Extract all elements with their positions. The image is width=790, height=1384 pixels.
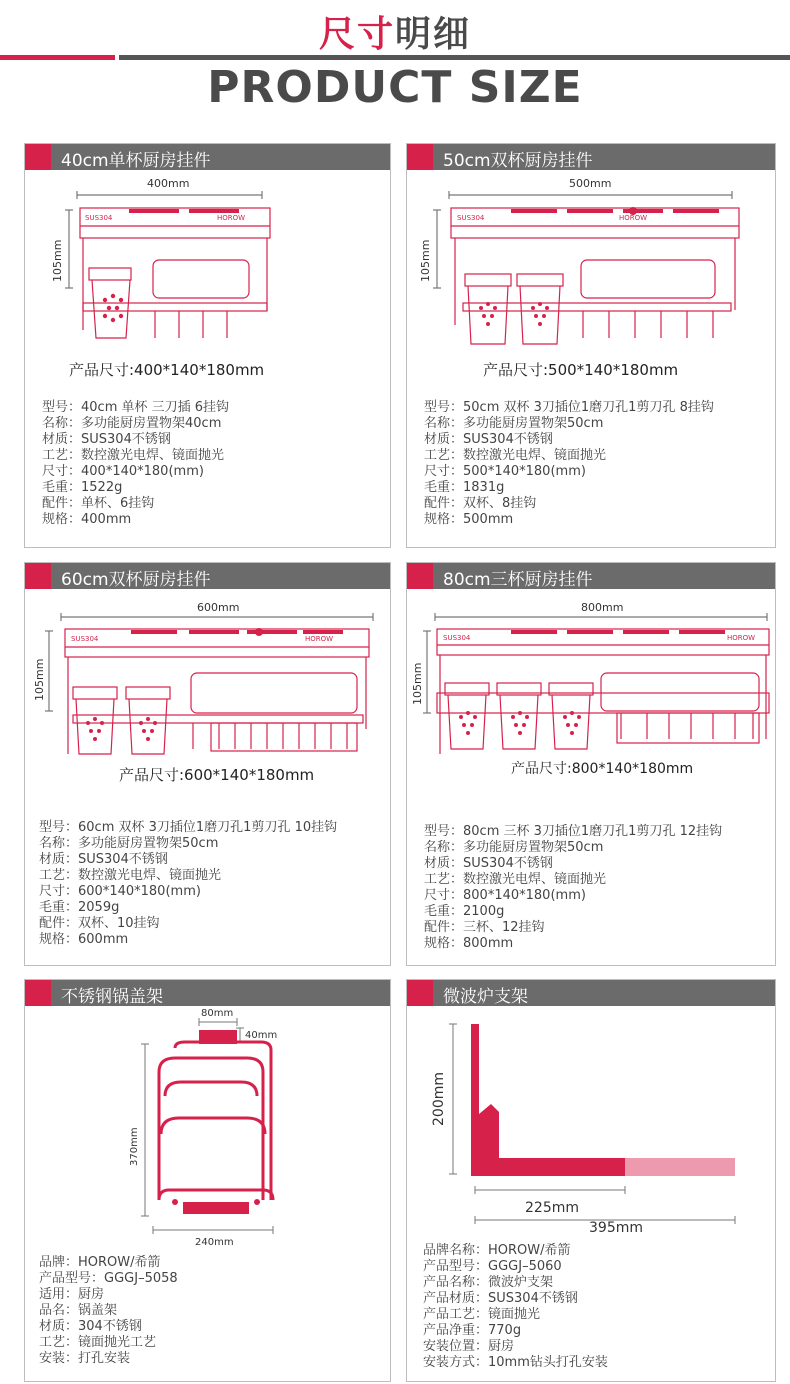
spec-row: 材质：SUS304不锈钢: [39, 852, 168, 867]
rack-diagram-60cm: [25, 589, 390, 779]
card-header-accent: [25, 980, 51, 1006]
brand-right-label: HOROW: [619, 214, 648, 222]
rack-diagram-40cm: [25, 170, 390, 360]
card-header-accent: [407, 144, 433, 170]
spec-row: 品名：锅盖架: [39, 1303, 118, 1318]
spec-row: 型号：40cm 单杯 三刀插 6挂钩: [42, 400, 230, 415]
card-header: [407, 563, 775, 589]
spec-row: 安装方式：10mm钻头打孔安装: [423, 1355, 608, 1370]
spec-row: 毛重：1831g: [424, 480, 505, 495]
card-header: [25, 144, 390, 170]
height-dimension-label: 105mm: [411, 662, 424, 705]
spec-row: 尺寸：500*140*180(mm): [424, 464, 586, 479]
spec-row: 工艺：镜面抛光工艺: [39, 1335, 157, 1350]
spec-row: 安装：打孔安装: [39, 1351, 131, 1366]
spec-row: 安装位置：厨房: [423, 1339, 515, 1354]
width-dimension-label: 600mm: [197, 601, 240, 614]
brand-left-label: SUS304: [457, 214, 485, 222]
spec-row: 工艺：数控激光电焊、镜面抛光: [424, 448, 607, 463]
spec-row: 名称：多功能厨房置物架50cm: [424, 416, 604, 431]
spec-row: 适用：厨房: [39, 1287, 105, 1302]
spec-row: 品牌名称：HOROW/希箭: [423, 1243, 571, 1258]
spec-row: 产品型号：GGGJ–5060: [423, 1259, 562, 1274]
spec-row: 工艺：数控激光电焊、镜面抛光: [424, 872, 607, 887]
height-dimension-label: 200mm: [431, 1072, 447, 1126]
bottom-width-label: 240mm: [195, 1237, 234, 1248]
top-height-label: 40mm: [245, 1030, 278, 1041]
page-title-en: PRODUCT SIZE: [207, 62, 583, 113]
brand-left-label: SUS304: [443, 634, 471, 642]
spec-row: 规格：400mm: [42, 512, 132, 527]
spec-row: 配件：双杯、8挂钩: [424, 496, 537, 511]
card-title: 80cm三杯厨房挂件: [443, 570, 593, 590]
spec-row: 毛重：2059g: [39, 900, 120, 915]
width-dimension-label: 500mm: [569, 177, 612, 190]
product-card-microwave-bracket: [406, 979, 776, 1382]
product-card-60cm: [24, 562, 391, 966]
product-card-lid-rack: [24, 979, 391, 1382]
spec-row: 材质：304不锈钢: [39, 1319, 142, 1334]
spec-row: 尺寸：400*140*180(mm): [42, 464, 204, 479]
card-title: 50cm双杯厨房挂件: [443, 151, 593, 171]
spec-row: 毛重：2100g: [424, 904, 505, 919]
card-title: 60cm双杯厨房挂件: [61, 570, 211, 590]
width-dimension-label: 800mm: [581, 601, 624, 614]
page-header: [0, 0, 790, 120]
card-header: [25, 563, 390, 589]
brand-left-label: SUS304: [71, 635, 99, 643]
card-header: [407, 980, 775, 1006]
microwave-bracket-diagram: [407, 1006, 775, 1241]
spec-list: [39, 1255, 178, 1367]
page-title-cn: 尺寸明细: [318, 14, 472, 55]
spec-row: 配件：单杯、6挂钩: [42, 496, 155, 511]
card-header: [25, 980, 390, 1006]
brand-right-label: HOROW: [305, 635, 334, 643]
card-title: 微波炉支架: [443, 987, 528, 1007]
brand-right-label: HOROW: [217, 214, 246, 222]
spec-row: 产品净重：770g: [423, 1323, 522, 1338]
spec-row: 规格：600mm: [39, 932, 129, 947]
width-dimension-label: 400mm: [147, 177, 190, 190]
spec-list: [424, 400, 714, 528]
spec-row: 型号：50cm 双杯 3刀插位1磨刀孔1剪刀孔 8挂钩: [424, 400, 714, 415]
rack-diagram-80cm: [407, 589, 775, 779]
height-dimension-label: 105mm: [51, 239, 64, 282]
spec-row: 名称：多功能厨房置物架50cm: [39, 836, 219, 851]
product-card-50cm: [406, 143, 776, 548]
arm-length-label: 225mm: [525, 1200, 579, 1216]
brand-left-label: SUS304: [85, 214, 113, 222]
spec-row: 品牌：HOROW/希箭: [39, 1255, 161, 1270]
top-width-label: 80mm: [201, 1008, 234, 1019]
spec-list: [42, 400, 229, 528]
spec-row: 规格：800mm: [424, 936, 514, 951]
card-header-accent: [407, 980, 433, 1006]
spec-row: 工艺：数控激光电焊、镜面抛光: [39, 868, 222, 883]
rack-diagram-50cm: [407, 170, 775, 360]
height-dimension-label: 105mm: [419, 239, 432, 282]
spec-row: 名称：多功能厨房置物架40cm: [42, 416, 222, 431]
card-header: [407, 144, 775, 170]
spec-row: 材质：SUS304不锈钢: [424, 432, 553, 447]
spec-list: [39, 820, 337, 948]
spec-row: 尺寸：800*140*180(mm): [424, 888, 586, 903]
spec-row: 规格：500mm: [424, 512, 514, 527]
spec-row: 产品型号：GGGJ–5058: [39, 1271, 178, 1286]
spec-row: 产品名称：微波炉支架: [423, 1275, 554, 1290]
size-caption: 产品尺寸:400*140*180mm: [69, 361, 265, 379]
size-caption: 产品尺寸:800*140*180mm: [511, 761, 694, 777]
total-length-label: 395mm: [589, 1220, 643, 1236]
lid-rack-diagram: [25, 1006, 390, 1251]
card-header-accent: [25, 563, 51, 589]
product-card-40cm: [24, 143, 391, 548]
spec-row: 毛重：1522g: [42, 480, 123, 495]
size-caption: 产品尺寸:500*140*180mm: [483, 361, 679, 379]
header-accent-line: [0, 55, 115, 60]
card-title: 40cm单杯厨房挂件: [61, 151, 211, 171]
spec-row: 配件：三杯、12挂钩: [424, 920, 545, 935]
card-title: 不锈钢锅盖架: [61, 987, 163, 1007]
spec-row: 材质：SUS304不锈钢: [42, 432, 171, 447]
spec-row: 尺寸：600*140*180(mm): [39, 884, 201, 899]
spec-row: 工艺：数控激光电焊、镜面抛光: [42, 448, 225, 463]
spec-row: 材质：SUS304不锈钢: [424, 856, 553, 871]
size-caption: 产品尺寸:600*140*180mm: [119, 766, 315, 784]
height-dimension-label: 370mm: [129, 1127, 140, 1166]
spec-row: 型号：80cm 三杯 3刀插位1磨刀孔1剪刀孔 12挂钩: [424, 824, 723, 839]
spec-row: 配件：双杯、10挂钩: [39, 916, 160, 931]
product-card-80cm: [406, 562, 776, 966]
brand-right-label: HOROW: [727, 634, 756, 642]
spec-list: [424, 824, 722, 952]
spec-row: 型号：60cm 双杯 3刀插位1磨刀孔1剪刀孔 10挂钩: [39, 820, 338, 835]
height-dimension-label: 105mm: [33, 658, 46, 701]
card-header-accent: [407, 563, 433, 589]
header-divider-line: [119, 55, 790, 60]
spec-row: 产品工艺：镜面抛光: [423, 1307, 541, 1322]
spec-row: 产品材质：SUS304不锈钢: [423, 1291, 578, 1306]
spec-row: 名称：多功能厨房置物架50cm: [424, 840, 604, 855]
spec-list: [423, 1243, 608, 1371]
card-header-accent: [25, 144, 51, 170]
